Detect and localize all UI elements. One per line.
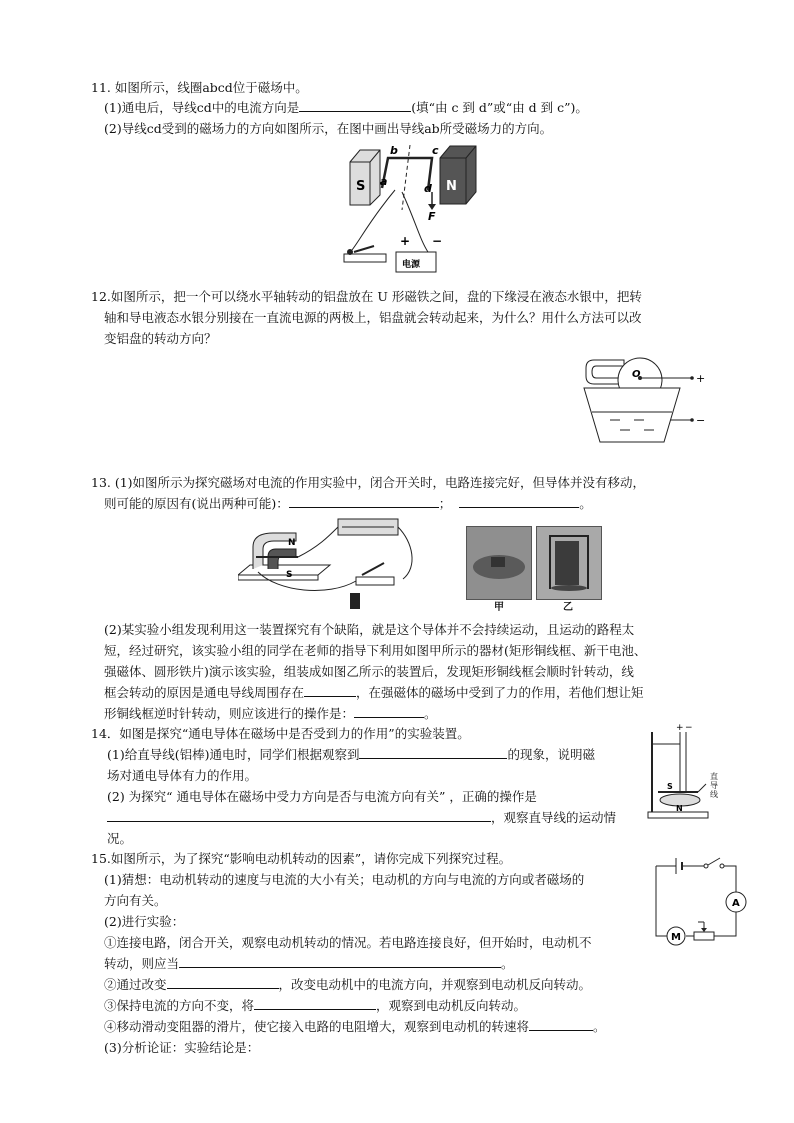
q14-apparatus-figure <box>640 722 720 822</box>
q13-s-label: S <box>286 570 293 580</box>
q14-part1-cont: 场对通电导体有力的作用。 <box>107 768 258 783</box>
q13-line1: 13. (1)如图所示为探究磁场对电流的作用实验中，闭合开关时，电路连接完好，但导体并没有移动， <box>91 475 646 490</box>
q11-part1 <box>104 98 588 117</box>
q15-step4-text: ④移动滑动变阻器的滑片，使它接入电路的电阻增大，观察到电动机的转速将 <box>104 1019 530 1034</box>
q14-part2-tail: ，观察直导线的运动情 <box>491 810 617 825</box>
q13-operation-blank[interactable] <box>354 705 424 718</box>
q12-disk-figure <box>582 350 712 450</box>
q15-step2-tail: ，改变电动机中的电流方向，并观察到电动机反向转动。 <box>278 977 592 992</box>
q13-photo-jia <box>466 526 532 600</box>
q15-guess-line1: (1)猜想：电动机转动的速度与电流的大小有关；电动机的方向与电流的方向或者磁场的 <box>104 872 585 887</box>
q12-line2: 轴和导电液态水银分别接在一直流电源的两极上，铝盘就会转动起来，为什么？用什么方法可以改 <box>104 310 642 325</box>
q15-step3-blank[interactable] <box>254 997 376 1010</box>
q15-step1-cont <box>104 954 514 973</box>
q13-end: 。 <box>579 496 592 511</box>
q13-p2-line5-end: 。 <box>424 706 437 721</box>
q13-caption-yi: 乙 <box>563 602 573 613</box>
q15-step2 <box>104 975 591 994</box>
q13-apparatus-figure <box>238 517 428 612</box>
q11-part2: (2)导线cd受到的磁场力的方向如图所示，在图中画出导线ab所受磁场力的方向。 <box>104 121 553 136</box>
q15-step2-blank[interactable] <box>167 976 279 989</box>
q11-plus-label: + <box>400 234 411 248</box>
q11-coil-figure <box>340 140 490 280</box>
q12-o-label: O <box>632 369 641 380</box>
q15-conclusion: (3)分析论证：实验结论是： <box>104 1040 260 1055</box>
q13-caption-jia: 甲 <box>494 602 504 613</box>
q11-a-label: a <box>380 175 388 188</box>
q14-n-label: N <box>676 804 683 813</box>
q15-step4 <box>104 1017 606 1036</box>
q11-b-label: b <box>390 144 398 157</box>
q12-line3: 变铝盘的转动方向？ <box>104 331 217 346</box>
q11-stem: 11. 如图所示，线圈abcd位于磁场中。 <box>91 80 308 95</box>
q15-motor-label: M <box>671 932 681 943</box>
q13-line2 <box>104 494 592 513</box>
q14-part1-text: (1)给直导线(铝棒)通电时，同学们根据观察到 <box>107 747 360 762</box>
q13-sep: ； <box>438 496 452 511</box>
q11-part1-text: (1)通电后，导线cd中的电流方向是 <box>104 100 300 115</box>
q15-step3-tail: ，观察到电动机反向转动。 <box>376 998 527 1013</box>
q15-ammeter-label: A <box>732 898 740 909</box>
q13-photo-yi <box>536 526 602 600</box>
q11-c-label: c <box>432 144 439 157</box>
q14-part1-tail: 的现象，说明磁 <box>507 747 595 762</box>
q11-answer-blank[interactable] <box>299 99 411 112</box>
q13-reason1-blank[interactable] <box>289 495 439 508</box>
q13-p2-line5 <box>104 704 437 723</box>
q11-minus-label: − <box>432 234 443 248</box>
q15-step3 <box>104 996 526 1015</box>
q14-wire-label: 直导线 <box>710 772 718 799</box>
q13-p2-line4 <box>104 683 644 702</box>
q15-circuit-figure <box>648 852 752 948</box>
q15-step3-text: ③保持电流的方向不变，将 <box>104 998 255 1013</box>
q14-s-label: S <box>667 782 673 791</box>
q15-step4-blank[interactable] <box>529 1018 593 1031</box>
q11-s-label: S <box>356 179 366 194</box>
q13-p2-line4-text: 框会转动的原因是通电导线周围存在 <box>104 685 305 700</box>
q14-part2-line2 <box>107 808 616 827</box>
q14-operation-blank[interactable] <box>107 809 491 822</box>
q13-line2-text: 则可能的原因有(说出两种可能)： <box>104 496 289 511</box>
q15-step1-text: 转动，则应当 <box>104 956 180 971</box>
q12-minus-label: − <box>696 414 706 427</box>
q15-step1-blank[interactable] <box>179 955 501 968</box>
q14-part1 <box>107 745 595 764</box>
q15-step1: ①连接电路，闭合开关，观察电动机转动的情况。若电路连接良好，但开始时，电动机不 <box>104 935 592 950</box>
q13-n-label: N <box>288 538 296 548</box>
q11-n-label: N <box>446 179 457 194</box>
q13-p2-line5-text: 形铜线框逆时针转动，则应该进行的操作是： <box>104 706 355 721</box>
q12-plus-label: + <box>696 372 706 385</box>
q13-p2-line4-tail: ，在强磁体的磁场中受到了力的作用，若他们想让矩 <box>356 685 644 700</box>
q13-field-blank[interactable] <box>304 684 356 697</box>
q14-plus-label: + <box>676 723 684 733</box>
q13-p2-line3: 强磁体、圆形铁片)演示该实验，组装成如图乙所示的装置后，发现矩形铜线框会顺时针转动，线 <box>104 664 634 679</box>
q14-minus-label: − <box>685 723 693 733</box>
q14-stem: 14．如图是探究“通电导体在磁场中是否受到力的作用”的实验装置。 <box>91 726 470 741</box>
q11-d-label: d <box>424 182 432 195</box>
q15-step4-end: 。 <box>593 1019 606 1034</box>
q12-line1: 12.如图所示，把一个可以绕水平轴转动的铝盘放在 U 形磁铁之间，盘的下缘浸在液态水银中，把转 <box>91 289 642 304</box>
q14-phenomenon-blank[interactable] <box>359 746 507 759</box>
q13-p2-line1: (2)某实验小组发现利用这一装置探究有个缺陷，就是这个导体并不会持续运动，且运动的路程太 <box>104 622 635 637</box>
q11-source-label: 电源 <box>402 260 421 270</box>
q15-experiment-title: (2)进行实验： <box>104 914 185 929</box>
q15-guess-line2: 方向有关。 <box>104 893 167 908</box>
q13-reason2-blank[interactable] <box>459 495 579 508</box>
q14-part2: (2) 为探究“ 通电导体在磁场中受力方向是否与电流方向有关” ，正确的操作是 <box>107 789 537 804</box>
q11-part1-hint: (填“由 c 到 d”或“由 d 到 c”)。 <box>411 100 588 115</box>
q14-part2-end: 况。 <box>107 831 133 846</box>
q15-step1-end: 。 <box>501 956 514 971</box>
q15-step2-text: ②通过改变 <box>104 977 167 992</box>
q11-force-label: F <box>428 210 436 223</box>
q13-p2-line2: 短，经过研究，该实验小组的同学在老师的指导下利用如图甲所示的器材(矩形铜线框、新干电池、 <box>104 643 647 658</box>
q15-stem: 15.如图所示，为了探究“影响电动机转动的因素”，请你完成下列探究过程。 <box>91 851 512 866</box>
